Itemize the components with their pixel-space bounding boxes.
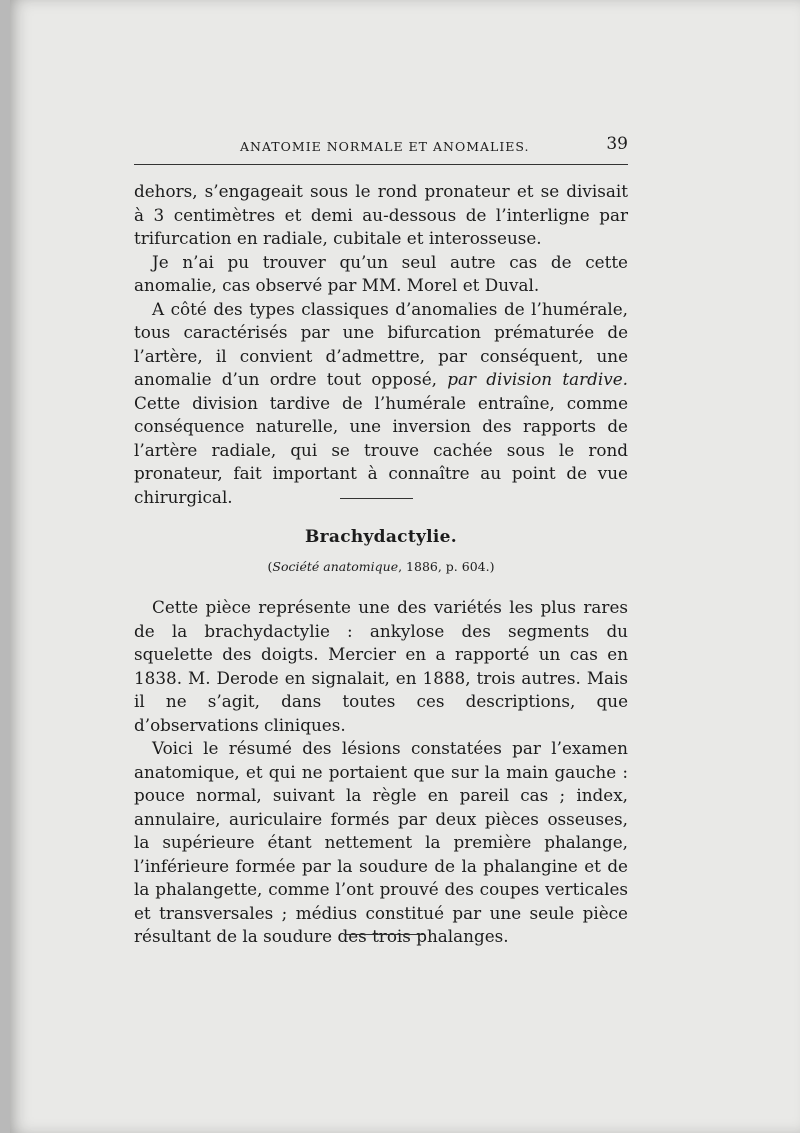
section-citation (134, 559, 628, 574)
paragraph: Je n’ai pu trouver qu’un seul autre cas de cette anomalie, cas observé par MM. Morel et Duval. (134, 251, 628, 295)
italic-term: par division tardive. (447, 369, 628, 389)
running-title: ANATOMIE NORMALE ET ANOMALIES. (240, 139, 530, 154)
body-text-top (134, 180, 628, 509)
header-rule (134, 164, 628, 165)
section-divider (340, 498, 413, 499)
section-title: Brachydactylie. (304, 527, 458, 547)
end-divider (344, 934, 424, 935)
running-header (134, 134, 628, 158)
page-content (10, 0, 800, 1133)
paragraph-continuation: dehors, s’engageait sous le rond pronateur et se divisait à 3 centimètres et demi au-dessous de l’interligne par trifurcation en radiale, cubitale et interosseuse. (134, 181, 628, 248)
paragraph: Cette pièce représente une des variétés les plus rares de la brachydactylie : ankylose des segments du squelette des doigts. Mercier en a rapporté un cas en 1838. M. Derode en signalait, en 1888, trois autres. Mais il ne s’agit, dans toutes ces descriptions, que d’observations cliniques. (134, 597, 628, 735)
paragraph (134, 298, 628, 510)
citation-details: , 1886, p. 604.) (398, 559, 495, 574)
book-page (10, 0, 800, 1133)
paragraph-text: Cette division tardive de l’humérale entraîne, comme conséquence naturelle, une inversion des rapports de l’artère radiale, qui se trouve cachée sous le rond pronateur, fait important à connaître au point de vue chirurgical. (134, 392, 628, 507)
body-text-bottom (134, 596, 628, 949)
citation-source: Société anatomique (272, 559, 399, 574)
paragraph-text: A côté des types classiques d’anomalies de l’humérale, tous caractérisés par une bifurcation prématurée de l’artère, il convient d’admettre, par conséquent, une anomalie d’un ordre tout opposé, (134, 298, 628, 389)
page-number: 39 (606, 134, 628, 154)
paragraph: Voici le résumé des lésions constatées par l’examen anatomique, et qui ne portaient que sur la main gauche : pouce normal, suivant la règle en pareil cas ; index, annulaire, auriculaire formés par deux pièces osseuses, la supérieure étant nettement la première phalange, l’inférieure formée par la soudure de la phalangine et de la phalangette, comme l’ont prouvé des coupes verticales et transversales ; médius constitué par une seule pièce résultant de la soudure des trois phalanges. (134, 738, 628, 946)
citation-open: ( (267, 559, 273, 574)
